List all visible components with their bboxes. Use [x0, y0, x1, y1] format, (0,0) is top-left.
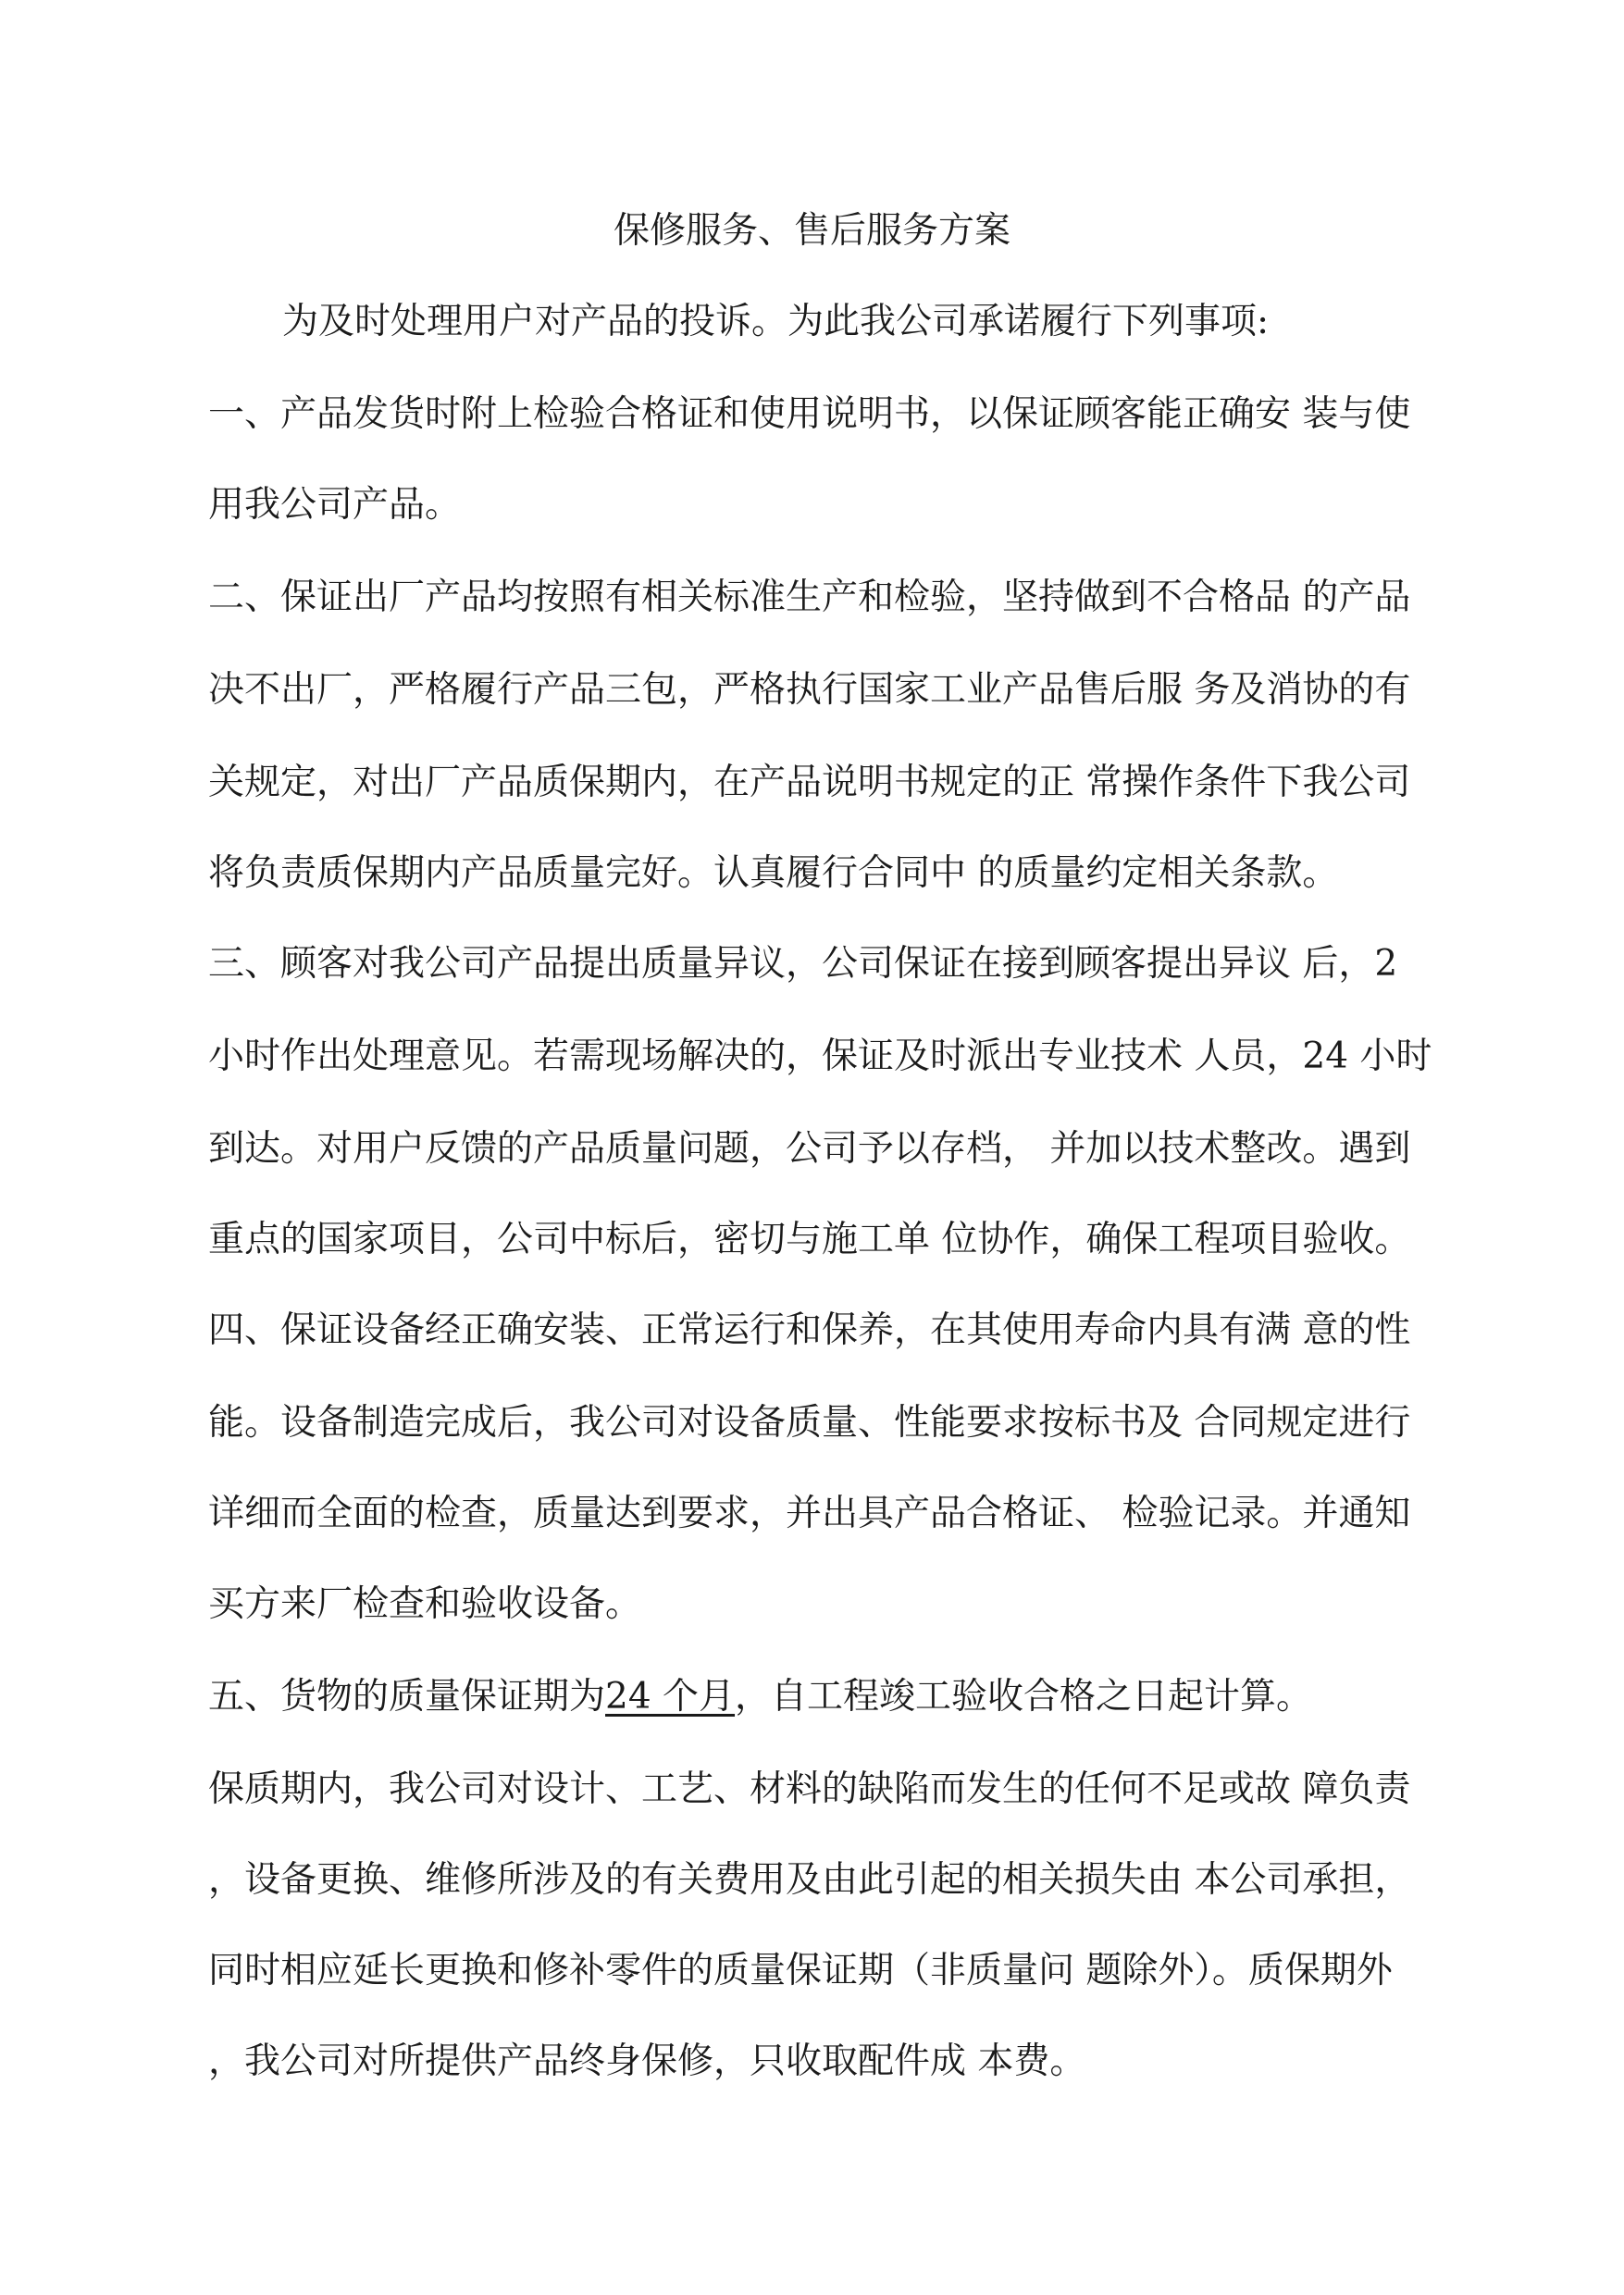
text-line: 小时作出处理意见。若需现场解决的，保证及时派出专业技术 人员，24 小时 [208, 1036, 1432, 1077]
warranty-period-line [208, 1671, 1312, 1723]
text-line: 同时相应延长更换和修补零件的质量保证期（非质量问 题除外）。质保期外 [208, 1950, 1393, 1991]
text-line: 三、顾客对我公司产品提出质量异议，公司保证在接到顾客提出异议 后，2 [208, 943, 1398, 985]
document-title: 保修服务、售后服务方案 [613, 210, 1010, 252]
warranty-suffix: ，自工程竣工验收合格之日起计算。 [735, 1676, 1313, 1718]
text-line: 关规定，对出厂产品质保期内，在产品说明书规定的正 常操作条件下我公司 [208, 762, 1411, 803]
text-line: 能。设备制造完成后，我公司对设备质量、性能要求按标书及 合同规定进行 [208, 1402, 1411, 1444]
text-line: ，我公司对所提供产品终身保修，只收取配件成 本费。 [208, 2041, 1086, 2082]
text-line: 决不出厂，严格履行产品三包，严格执行国家工业产品售后服 务及消协的有 [208, 669, 1411, 711]
text-line: 将负责质保期内产品质量完好。认真履行合同中 的质量约定相关条款。 [208, 852, 1339, 894]
text-line: 到达。对用户反馈的产品质量问题，公司予以存档， 并加以技术整改。遇到 [208, 1128, 1411, 1170]
text-line: 一、产品发货时附上检验合格证和使用说明书，以保证顾客能正确安 装与使 [208, 393, 1411, 435]
text-line: 保质期内，我公司对设计、工艺、材料的缺陷而发生的任何不足或故 障负责 [208, 1768, 1411, 1810]
text-line: 重点的国家项目，公司中标后，密切与施工单 位协作，确保工程项目验收。 [208, 1219, 1411, 1260]
text-line: 买方来厂检查和验收设备。 [208, 1583, 642, 1625]
text-line: 详细而全面的检查，质量达到要求，并出具产品合格证、 检验记录。并通知 [208, 1493, 1411, 1534]
warranty-prefix: 五、货物的质量保证期为 [208, 1676, 606, 1718]
text-line: 用我公司产品。 [208, 484, 462, 526]
intro-paragraph: 为及时处理用户对产品的投诉。为此我公司承诺履行下列事项: [282, 301, 1270, 342]
text-line: 二、保证出厂产品均按照有相关标准生产和检验，坚持做到不合格品 的产品 [208, 577, 1411, 618]
text-line: ，设备更换、维修所涉及的有关费用及由此引起的相关损失由 本公司承担， [208, 1859, 1411, 1901]
text-line: 四、保证设备经正确安装、正常运行和保养，在其使用寿命内具有满 意的性 [208, 1309, 1411, 1351]
warranty-duration: 24 个月 [605, 1676, 736, 1718]
